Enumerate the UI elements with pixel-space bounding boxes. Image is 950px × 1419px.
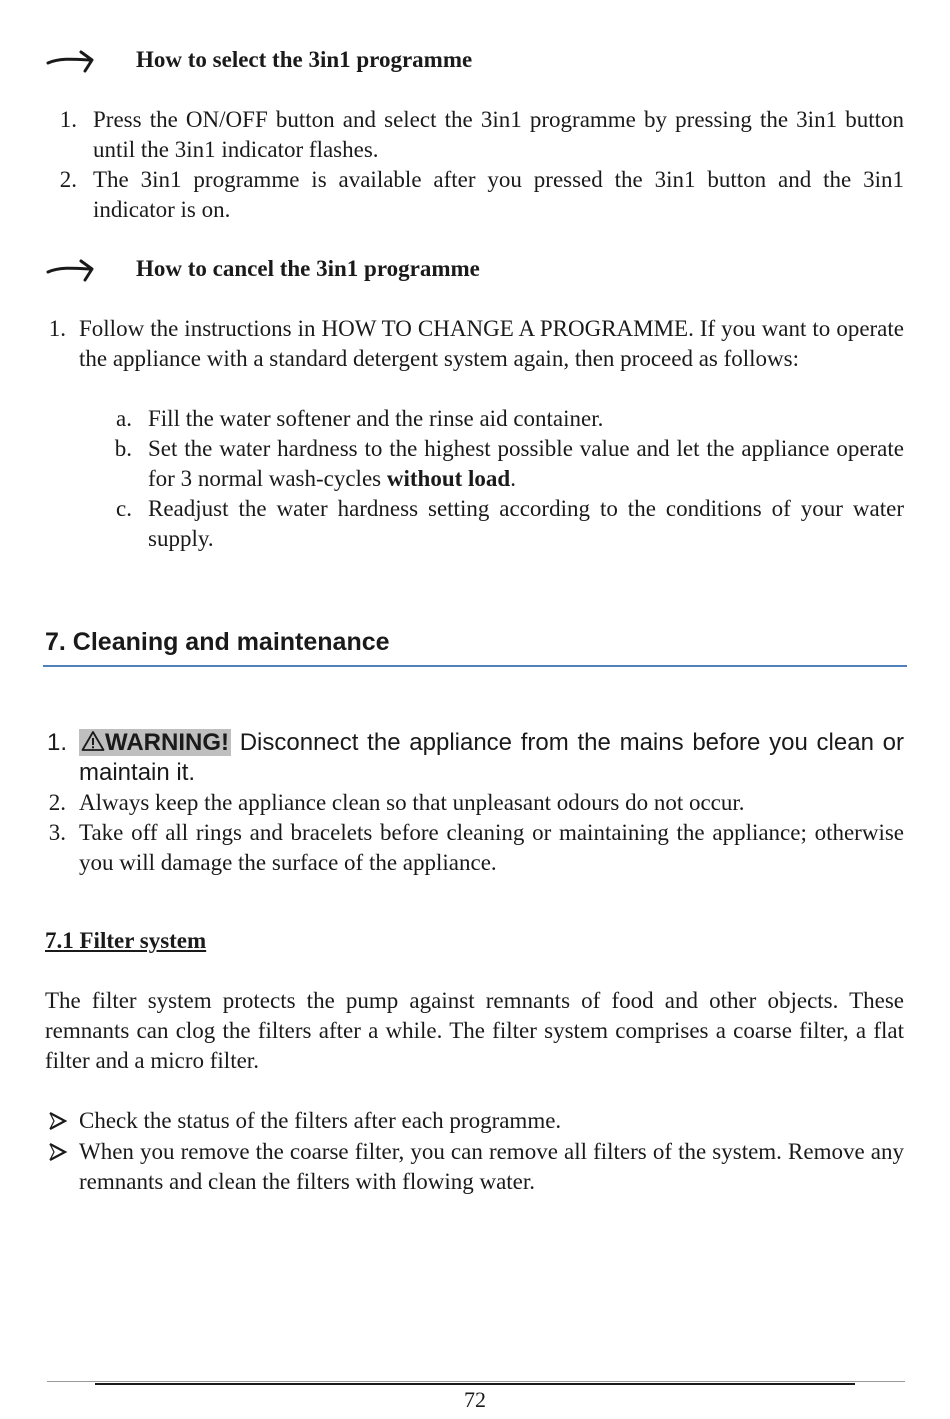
heading-divider bbox=[43, 665, 907, 667]
list-number: 2. bbox=[59, 167, 77, 192]
warning-icon bbox=[81, 730, 105, 752]
list-item: Always keep the appliance clean so that unpleasant odours do not occur. bbox=[79, 790, 745, 815]
section-heading: 7. Cleaning and maintenance bbox=[45, 628, 390, 656]
arrow-icon bbox=[45, 256, 97, 282]
subsection-heading: 7.1 Filter system bbox=[45, 928, 207, 953]
sub-list-item: Set the water hardness to the highest possible value and let the appliance operate for 3 normal wash-cycles without load. bbox=[148, 436, 904, 491]
warning-item: WARNING! Disconnect the appliance from the mains before you clean or maintain it. bbox=[79, 729, 904, 786]
page-number: 72 bbox=[464, 1387, 486, 1412]
sub-list-item: Readjust the water hardness setting according to the conditions of your water supply. bbox=[148, 496, 904, 551]
select-programme-heading bbox=[45, 45, 905, 75]
list-number: 1. bbox=[46, 729, 67, 756]
list-item: Follow the instructions in HOW TO CHANGE A PROGRAMME. If you want to operate the appliance with a standard detergent system again, then proceed as follows: bbox=[79, 316, 904, 371]
list-number: 3. bbox=[48, 820, 66, 845]
select-programme-title: How to select the 3in1 programme bbox=[136, 47, 473, 72]
warning-badge: WARNING! bbox=[79, 729, 231, 756]
arrow-icon bbox=[45, 47, 97, 73]
list-item: The 3in1 programme is available after you pressed the 3in1 button and the 3in1 indicator is on. bbox=[93, 167, 904, 222]
paragraph: The filter system protects the pump against remnants of food and other objects. These remnants can clog the filters after a while. The filter system comprises a coarse filter, a flat filter and a micro filter. bbox=[45, 988, 904, 1073]
arrowhead-bullet-icon bbox=[45, 1137, 75, 1167]
cancel-programme-title: How to cancel the 3in1 programme bbox=[136, 256, 480, 281]
list-number: 1. bbox=[59, 107, 77, 132]
sub-list-item: Fill the water softener and the rinse aid container. bbox=[148, 406, 604, 431]
cancel-programme-heading bbox=[45, 254, 905, 284]
sub-list-letter: a. bbox=[116, 406, 132, 431]
list-item: Press the ON/OFF button and select the 3in1 programme by pressing the 3in1 button until the 3in1 indicator flashes. bbox=[93, 107, 904, 162]
bullet-item: When you remove the coarse filter, you can remove all filters of the system. Remove any remnants and clean the filters with flowing water. bbox=[79, 1139, 904, 1194]
sub-list-letter: c. bbox=[116, 496, 132, 521]
bullet-item: Check the status of the filters after each programme. bbox=[79, 1108, 562, 1133]
arrowhead-bullet-icon bbox=[45, 1106, 75, 1136]
list-number: 2. bbox=[48, 790, 66, 815]
list-item: Take off all rings and bracelets before cleaning or maintaining the appliance; otherwise you will damage the surface of the appliance. bbox=[79, 820, 904, 875]
list-number: 1. bbox=[48, 316, 66, 341]
sub-list-letter: b. bbox=[114, 436, 132, 461]
emphasis-text: without load bbox=[386, 466, 511, 491]
footer-rule bbox=[47, 1381, 905, 1382]
